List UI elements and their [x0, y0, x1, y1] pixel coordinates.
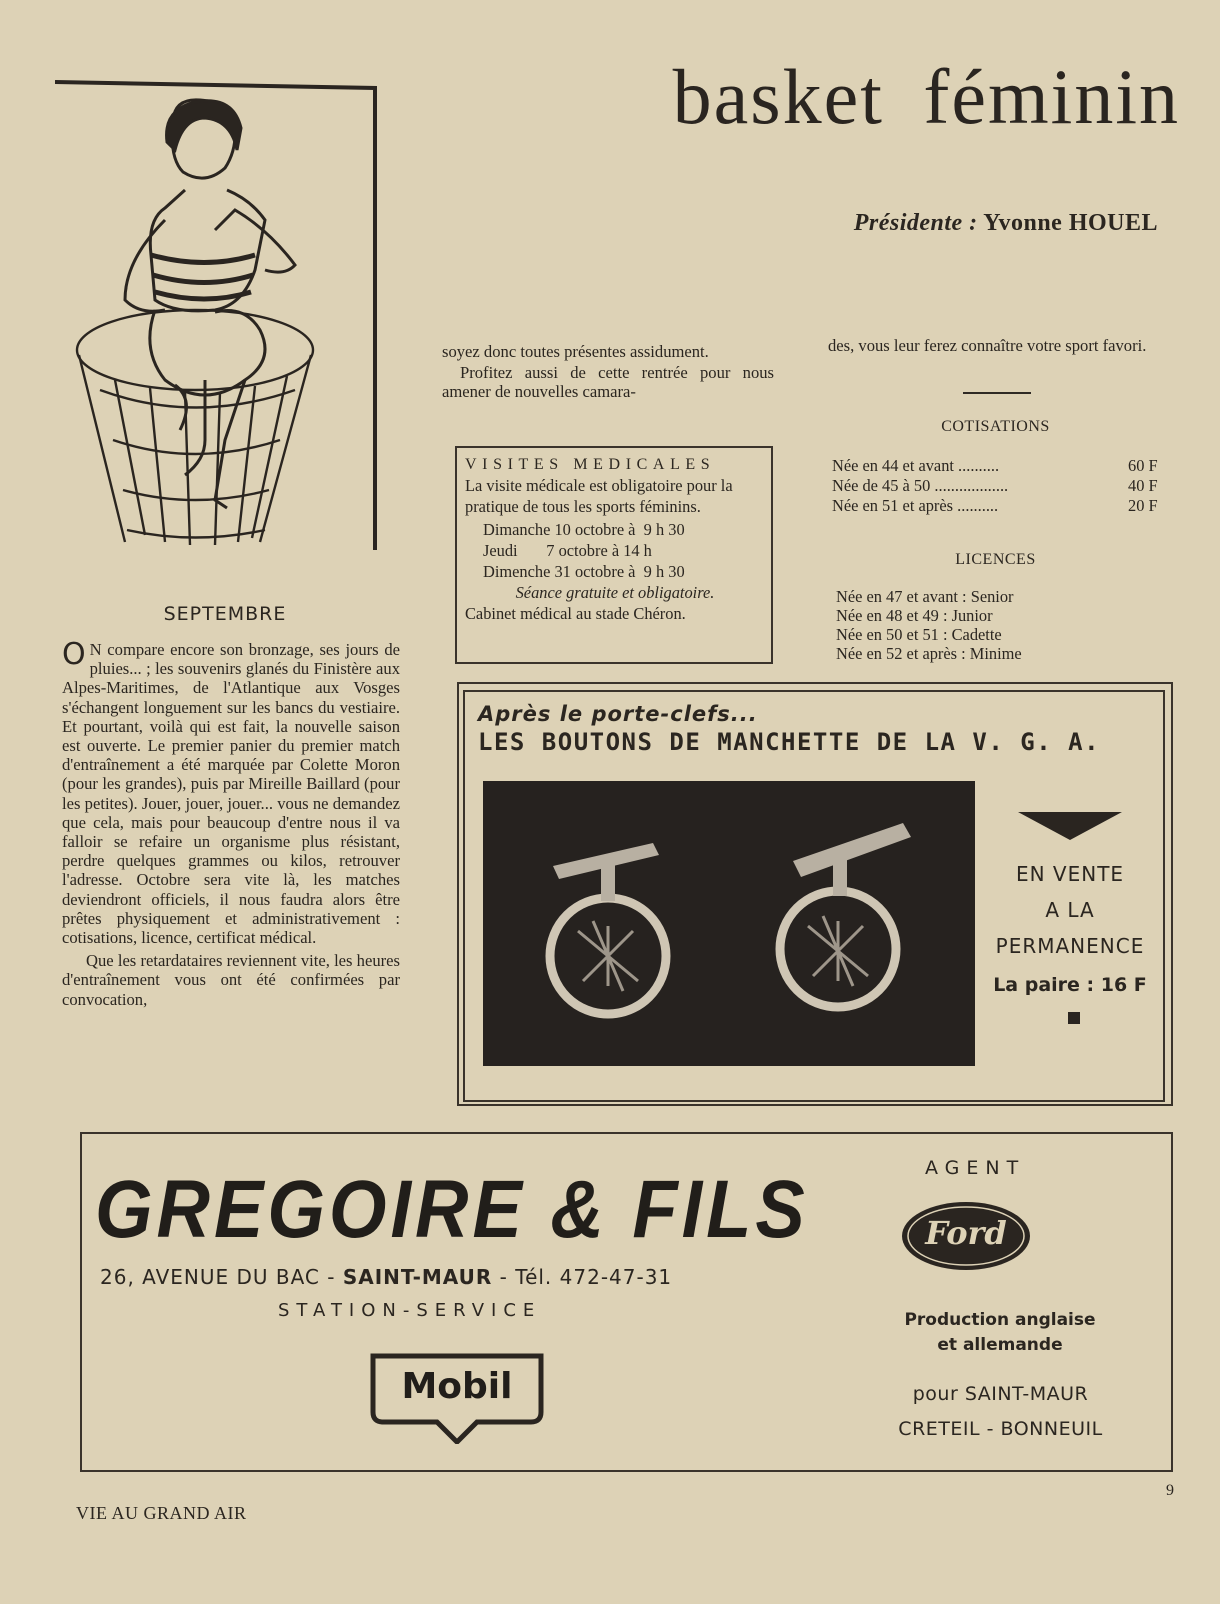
ford-logo — [900, 1200, 1032, 1272]
president-line — [854, 210, 1158, 237]
cotisation-amount: 40 F — [1128, 476, 1158, 495]
article-paragraph-1 — [62, 637, 400, 948]
station-service: STATION-SERVICE — [278, 1300, 542, 1321]
page-number: 9 — [1166, 1482, 1174, 1499]
advert-subheading: Après le porte-clefs... — [478, 702, 758, 726]
paragraph-text: N compare encore son bronzage, ses jours de pluies... ; les souvenirs glanés du Finistère aux Alpes-Maritimes, de l'Atlantique aux Vosges s'échangent longuement sur les bancs du vestiaire. Et pourtant, voilà qui est fait, la nouvelle saison est ouverte. Le premier panier du premier match d'entraînement a été marquée par Colette Moron (pour les grandes), puis par Mireille Baillard (pour les petites). Jouer, jouer, jouer... vous ne demandez que cela, mais pour beaucoup d'entre nous il va falloir se refaire un organisme plus résistant, perdre quelques grammes ou kilos, retrouver l'adresse. Octobre sera vite là, les matches deviendront officiels, il nous faudra alors être prêtes physiquement et administrativement : cotisations, licence, certificat médical. — [62, 640, 400, 948]
address-city: SAINT-MAUR — [342, 1265, 493, 1289]
cotisation-row — [832, 455, 1158, 476]
medical-date-2: Jeudi 7 octobre à 14 h — [483, 541, 652, 560]
cotisation-label: Née en 51 et après .......... — [832, 496, 999, 515]
sale-line-2: A LA — [1045, 898, 1095, 922]
cotisation-row — [832, 475, 1158, 496]
right-paragraph: des, vous leur ferez connaître votre sport favori. — [828, 336, 1147, 355]
ford-logo-text: Ford — [925, 1214, 1007, 1252]
locations-line-1: pour SAINT-MAUR — [912, 1383, 1089, 1405]
illustration — [55, 80, 385, 560]
down-arrow-icon — [1018, 812, 1122, 840]
square-bullet-icon — [1068, 1012, 1080, 1024]
medical-date-1: Dimanche 10 octobre à 9 h 30 — [483, 520, 685, 539]
medical-visits-box — [455, 446, 773, 664]
medical-date-3: Dimenche 31 octobre à 9 h 30 — [483, 562, 685, 581]
production-line-1: Production anglaise — [904, 1310, 1096, 1330]
magazine-name: VIE AU GRAND AIR — [76, 1503, 247, 1523]
medical-title: VISITES MEDICALES — [465, 456, 716, 473]
medical-intro: La visite médicale est obligatoire pour la pratique de tous les sports féminins. — [465, 476, 733, 516]
locations-text — [858, 1377, 1143, 1447]
licences-heading: LICENCES — [955, 551, 1036, 568]
article-paragraph-2: Que les retardataires reviennent vite, les heures d'entraînement vous ont été confirmées par convocation, — [62, 951, 400, 1009]
divider — [963, 392, 1031, 394]
middle-paragraph-1: soyez donc toutes présentes assidument. — [442, 342, 709, 361]
production-line-2: et allemande — [937, 1335, 1063, 1355]
cufflinks-photo — [483, 781, 975, 1066]
president-label: Présidente : — [853, 210, 978, 236]
company-address — [100, 1265, 672, 1289]
sale-line-1: EN VENTE — [1015, 862, 1125, 886]
locations-line-2: CRETEIL - BONNEUIL — [898, 1418, 1103, 1440]
production-text — [860, 1308, 1140, 1358]
licence-row: Née en 47 et avant : Senior — [836, 587, 1014, 606]
company-name: GREGOIRE & FILS — [95, 1163, 809, 1255]
medical-place: Cabinet médical au stade Chéron. — [465, 604, 686, 623]
cotisation-label: Née en 44 et avant .......... — [832, 456, 1000, 475]
drop-cap: O — [62, 637, 86, 672]
september-heading: SEPTEMBRE — [163, 603, 287, 625]
medical-session: Séance gratuite et obligatoire. — [515, 583, 715, 602]
licence-row: Née en 52 et après : Minime — [836, 644, 1022, 663]
sale-line-3: PERMANENCE — [995, 934, 1145, 958]
sale-price: La paire : 16 F — [993, 974, 1147, 996]
cotisation-amount: 60 F — [1128, 456, 1158, 475]
agent-label: AGENT — [925, 1157, 1026, 1179]
licence-row: Née en 50 et 51 : Cadette — [836, 625, 1002, 644]
address-phone: - Tél. 472-47-31 — [492, 1265, 673, 1289]
middle-paragraph-2: Profitez aussi de cette rentrée pour nous amener de nouvelles camara- — [442, 363, 774, 402]
page-title: basket féminin — [672, 53, 1180, 140]
licence-row: Née en 48 et 49 : Junior — [836, 606, 993, 625]
september-article — [62, 637, 400, 1009]
president-name: Yvonne HOUEL — [983, 210, 1158, 236]
mobil-logo-text: Mobil — [401, 1366, 513, 1407]
cotisations-heading: COTISATIONS — [941, 418, 1050, 435]
address-street: 26, AVENUE DU BAC - — [100, 1265, 343, 1289]
mobil-logo — [367, 1352, 547, 1444]
cotisation-row — [832, 495, 1158, 516]
middle-column — [442, 342, 774, 402]
cotisation-amount: 20 F — [1128, 496, 1158, 515]
cotisation-label: Née de 45 à 50 .................. — [832, 476, 1009, 495]
advert-headline: LES BOUTONS DE MANCHETTE DE LA V. G. A. — [478, 728, 1101, 756]
